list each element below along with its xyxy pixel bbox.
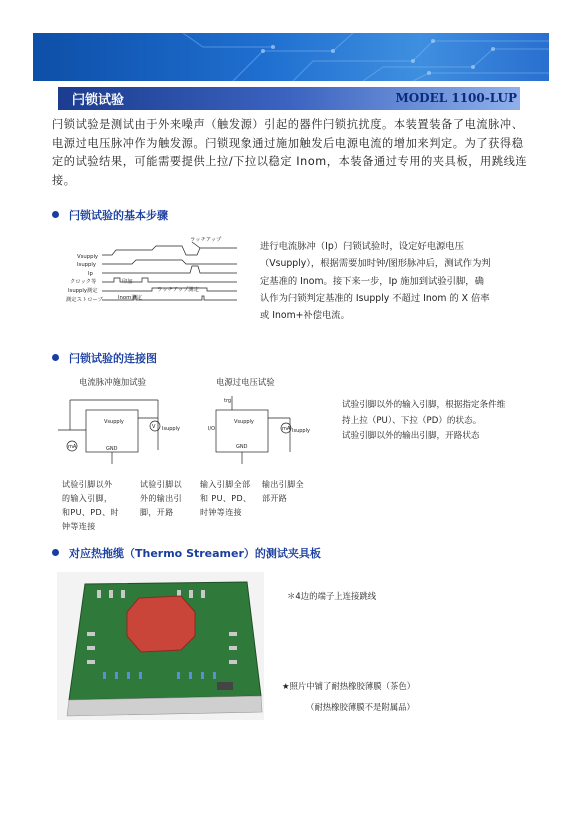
timing-label-isupply: Isupply bbox=[77, 262, 97, 268]
timing-annot-inom-measure: Inom測定 bbox=[118, 295, 142, 301]
svg-text:GND: GND bbox=[236, 444, 248, 450]
supply-overvoltage-circuit-diagram bbox=[194, 390, 314, 470]
circuit-pattern-decoration bbox=[33, 33, 549, 81]
timing-label-strobe: 測定ストローブ bbox=[66, 297, 103, 303]
svg-text:trg: trg bbox=[224, 398, 232, 404]
basic-steps-description: 进行电流脉冲（Ip）闩锁试验时，设定好电源电压（Vsupply），根据需要加时钟/图形脉冲后，测试作为判定基准的 Inom。接下来一步，Ip 施加到试验引脚，确认作为闩锁判定基准的 Isupply 不超过 Inom 的 X 倍率或 Inom+补偿电流。 bbox=[260, 241, 491, 322]
svg-text:Vsupply: Vsupply bbox=[234, 419, 254, 425]
timing-annot-latchup: ラッチアップ bbox=[190, 237, 222, 243]
bullet-icon bbox=[52, 211, 59, 218]
bullet-icon bbox=[52, 549, 59, 556]
timing-label-ip: Ip bbox=[88, 271, 93, 277]
caption-current-pulse-test: 电流脉冲施加试验 bbox=[79, 377, 146, 387]
section-heading-fixture-board: 对应热拖缆（Thermo Streamer）的测试夹具板 bbox=[52, 545, 321, 561]
note-all-output-pins: 输出引脚全部开路 bbox=[262, 480, 304, 503]
timing-diagram bbox=[62, 230, 247, 310]
timing-annot-apply: 印加 bbox=[122, 279, 133, 285]
connection-description bbox=[342, 398, 507, 445]
timing-label-isupply-measure: Isupply測定 bbox=[68, 288, 98, 294]
note-test-output-pins: 试验引脚以外的输出引脚，开路 bbox=[140, 480, 182, 517]
current-pulse-circuit-diagram bbox=[58, 390, 178, 470]
note-all-input-pins: 输入引脚全部和 PU、PD、时钟等连接 bbox=[200, 480, 252, 517]
intro-paragraph: 闩锁试验是测试由于外来噪声（触发源）引起的器件闩锁抗扰度。本装置装备了电流脉冲、电源过电压脉冲作为触发源。闩锁现象通过施加触发后电源电流的增加来判定。为了获得稳定的试验结果，可能需要提供上拉/下拉以稳定 Inom，本装备通过专用的夹具板，用跳线连接。 bbox=[52, 118, 528, 187]
connection-description-line: 试验引脚以外的输出引脚，开路状态 bbox=[342, 431, 480, 441]
page-title: 闩锁试验 bbox=[72, 93, 125, 108]
timing-label-vsupply: Vsupply bbox=[77, 254, 99, 260]
section-heading-basic-steps: 闩锁试验的基本步骤 bbox=[52, 207, 168, 223]
svg-text:Isupply: Isupply bbox=[292, 428, 310, 434]
svg-text:GND: GND bbox=[106, 446, 118, 452]
svg-text:mA: mA bbox=[282, 426, 291, 432]
timing-label-clock: クロック等 bbox=[70, 279, 97, 285]
timing-annot-latchup-measure: ラッチアップ測定 bbox=[157, 287, 199, 293]
model-label: MODEL 1100-LUP bbox=[395, 91, 517, 105]
svg-text:Isupply: Isupply bbox=[162, 426, 180, 432]
connection-description-line: 试验引脚以外的输入引脚，根据指定条件维持上拉（PU）、下拉（PD）的状态。 bbox=[342, 400, 506, 426]
caption-supply-overvoltage-test: 电源过电压试验 bbox=[216, 377, 275, 387]
bullet-icon bbox=[52, 354, 59, 361]
svg-text:V: V bbox=[152, 424, 156, 430]
photo-note-rubber-film: ★照片中铺了耐热橡胶薄膜（茶色） bbox=[282, 681, 416, 691]
top-banner bbox=[33, 33, 549, 81]
fixture-board-illustration bbox=[57, 572, 264, 720]
svg-text:Vsupply: Vsupply bbox=[104, 419, 124, 425]
svg-text:I/O: I/O bbox=[208, 426, 216, 432]
photo-note-not-included: （耐热橡胶薄膜不是附属品） bbox=[306, 702, 415, 712]
fixture-board-photo bbox=[57, 572, 264, 720]
photo-note-jumper: ＊4边的端子上连接跳线 bbox=[287, 591, 377, 601]
note-test-input-pins: 试验引脚以外的输入引脚，和PU、PD、时钟等连接 bbox=[62, 480, 119, 531]
section-heading-connection: 闩锁试验的连接图 bbox=[52, 350, 157, 366]
svg-text:mA: mA bbox=[68, 444, 77, 450]
